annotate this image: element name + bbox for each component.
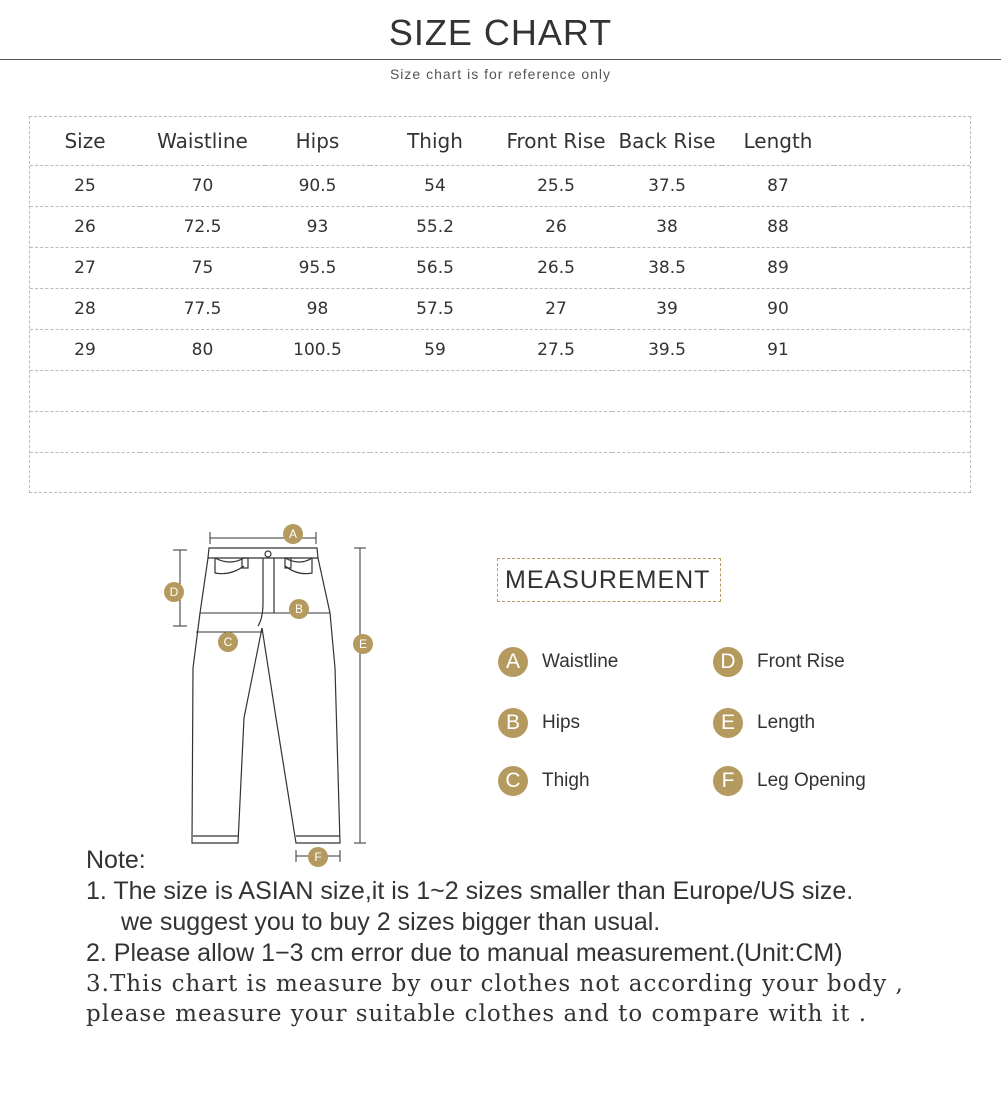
empty-cell <box>834 329 970 370</box>
table-cell: 38.5 <box>648 257 686 278</box>
table-header-row <box>30 117 970 165</box>
marker-a-icon: A <box>498 647 528 677</box>
legend-item-waistline <box>498 646 618 678</box>
note-line-3: 3.This chart is measure by our clothes not according your body , <box>86 971 904 997</box>
table-cell: 59 <box>424 339 446 360</box>
legend-label: Hips <box>542 712 581 733</box>
waistband-outline <box>208 548 318 558</box>
legend-item-hips <box>498 707 580 739</box>
table-row <box>30 247 970 288</box>
table-row <box>30 165 970 206</box>
marker-e-icon: E <box>713 708 743 738</box>
empty-row <box>30 370 970 411</box>
table-cell: 77.5 <box>183 298 222 319</box>
table-row <box>30 206 970 247</box>
note-line-2: 2. Please allow 1−3 cm error due to manual measurement.(Unit:CM) <box>86 939 843 967</box>
table-cell: 39.5 <box>648 339 686 360</box>
table-cell: 38 <box>656 216 678 237</box>
table-cell: 75 <box>191 257 214 278</box>
empty-cell <box>834 247 970 288</box>
table-cell: 87 <box>767 175 789 196</box>
table-cell: 90.5 <box>298 175 337 196</box>
marker-b-icon: B <box>498 708 528 738</box>
legend-label: Length <box>757 712 816 733</box>
svg-text:F: F <box>314 850 322 864</box>
empty-row <box>30 452 970 493</box>
table-cell: 39 <box>656 298 678 319</box>
pants-outline <box>192 558 340 843</box>
measurement-title: MEASUREMENT <box>497 558 721 602</box>
column-header: Hips <box>295 128 340 153</box>
table-cell: 98 <box>306 298 329 319</box>
front-pocket-left <box>215 558 244 574</box>
legend-label: Thigh <box>542 770 590 791</box>
title-divider <box>0 59 1001 60</box>
legend-label: Leg Opening <box>757 770 866 791</box>
fly-line <box>258 558 263 626</box>
marker-f-icon: F <box>713 766 743 796</box>
empty-cell <box>834 206 970 247</box>
svg-text:E: E <box>358 637 368 651</box>
empty-cell <box>834 117 970 165</box>
column-header: Thigh <box>407 128 463 153</box>
table-cell: 88 <box>767 216 789 237</box>
column-header: Length <box>743 128 813 153</box>
table-cell: 26.5 <box>537 257 575 278</box>
legend-label: Waistline <box>542 651 619 672</box>
note-line-1: 1. The size is ASIAN size,it is 1~2 sizes smaller than Europe/US size. <box>86 877 854 905</box>
table-cell: 57.5 <box>416 298 454 319</box>
note-line-1b: we suggest you to buy 2 sizes bigger than usual. <box>121 908 661 936</box>
page-subtitle: Size chart is for reference only <box>389 66 612 82</box>
pants-diagram <box>160 518 400 878</box>
marker-c-icon: C <box>498 766 528 796</box>
legend-item-front-rise <box>713 646 845 678</box>
column-header: Front Rise <box>506 128 606 153</box>
table-cell: 56.5 <box>416 257 454 278</box>
column-header: Size <box>64 128 106 153</box>
table-cell: 37.5 <box>648 175 686 196</box>
legend-label: Front Rise <box>757 651 845 672</box>
legend-item-thigh <box>498 765 590 797</box>
table-cell: 95.5 <box>298 257 337 278</box>
table-cell: 27 <box>74 257 96 278</box>
table-cell: 93 <box>306 216 329 237</box>
table-cell: 90 <box>767 298 789 319</box>
table-cell: 54 <box>424 175 446 196</box>
table-row <box>30 288 970 329</box>
table-cell: 25.5 <box>537 175 575 196</box>
table-cell: 72.5 <box>183 216 222 237</box>
table-cell: 91 <box>767 339 789 360</box>
front-pocket-right <box>285 558 312 574</box>
table-cell: 89 <box>767 257 789 278</box>
svg-text:C: C <box>223 635 233 649</box>
column-header: Waistline <box>157 128 248 153</box>
table-cell: 27.5 <box>537 339 575 360</box>
table-cell: 25 <box>74 175 96 196</box>
legend-item-leg-opening <box>713 765 866 797</box>
table-cell: 26 <box>74 216 96 237</box>
note-line-3b: please measure your suitable clothes and to compare with it . <box>86 1001 868 1027</box>
legend-item-length <box>713 707 815 739</box>
page-title: SIZE CHART <box>388 12 613 53</box>
svg-text:A: A <box>288 527 298 541</box>
table-cell: 26 <box>545 216 567 237</box>
table-cell: 55.2 <box>416 216 454 237</box>
table-cell: 27 <box>545 298 567 319</box>
size-table <box>29 116 971 493</box>
table-cell: 100.5 <box>293 339 342 360</box>
table-cell: 28 <box>74 298 96 319</box>
table-cell: 70 <box>191 175 214 196</box>
table-row <box>30 329 970 370</box>
table-cell: 80 <box>191 339 214 360</box>
empty-row <box>30 411 970 452</box>
svg-text:B: B <box>294 602 304 616</box>
note-heading: Note: <box>86 846 146 874</box>
svg-text:D: D <box>169 585 179 599</box>
column-header: Back Rise <box>618 128 716 153</box>
marker-d-icon: D <box>713 647 743 677</box>
empty-cell <box>834 288 970 329</box>
empty-cell <box>834 165 970 206</box>
table-cell: 29 <box>74 339 96 360</box>
